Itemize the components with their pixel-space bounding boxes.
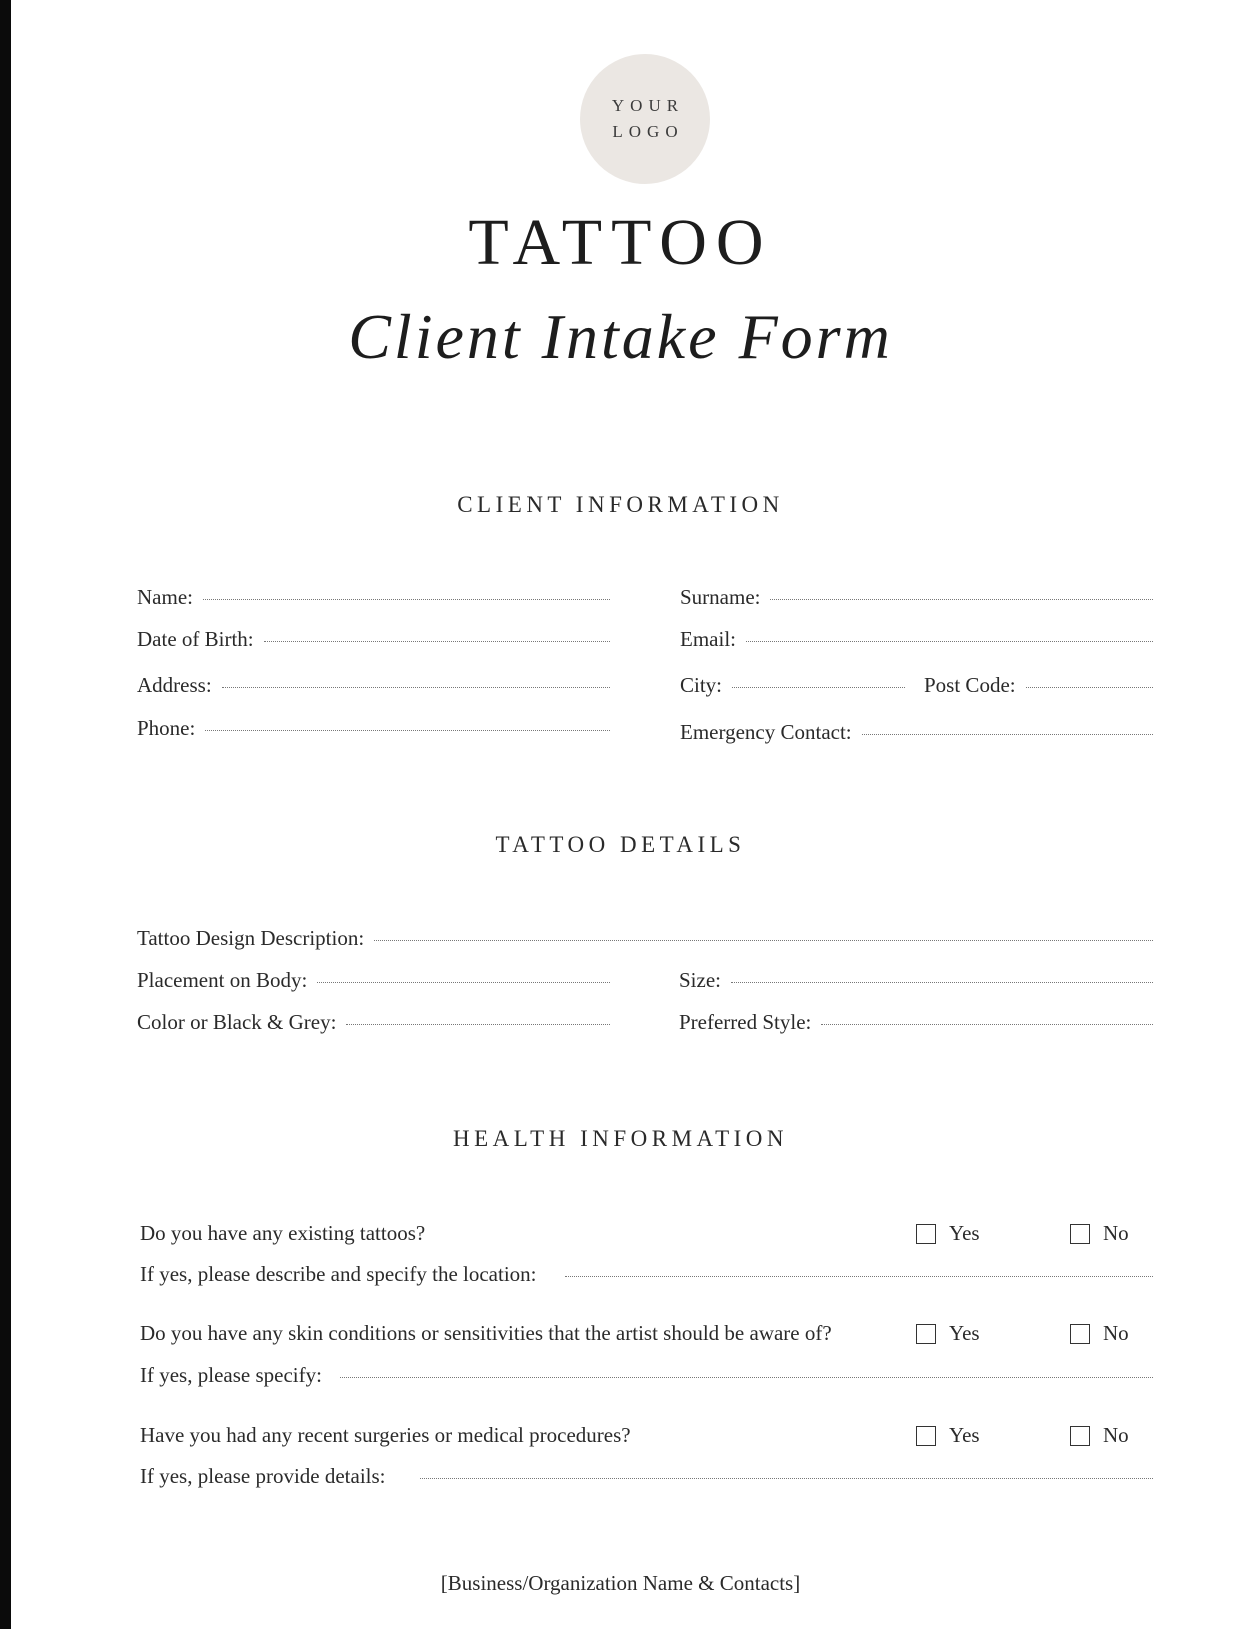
q3-followup-input-line[interactable] [420, 1478, 1154, 1479]
q2-no-checkbox[interactable] [1070, 1324, 1090, 1344]
q3-yes-checkbox[interactable] [916, 1426, 936, 1446]
phone-field[interactable] [137, 716, 610, 741]
preferred-style-label: Preferred Style: [679, 1010, 812, 1034]
q2-followup-input-line[interactable] [340, 1377, 1153, 1378]
q2-yes-label: Yes [949, 1321, 980, 1345]
question-skin-conditions: Do you have any skin conditions or sensitivities that the artist should be aware of? [140, 1321, 832, 1345]
question-recent-surgeries: Have you had any recent surgeries or medical procedures? [140, 1423, 631, 1447]
logo-line-1: YOUR [611, 96, 685, 115]
q2-yes-option[interactable] [916, 1321, 980, 1346]
address-field[interactable] [137, 673, 610, 698]
q1-no-option[interactable] [1070, 1221, 1129, 1246]
q1-followup-field[interactable] [140, 1262, 1153, 1287]
surname-label: Surname: [680, 585, 761, 609]
placement-input-line[interactable] [317, 982, 610, 983]
q1-no-label: No [1103, 1221, 1129, 1245]
size-input-line[interactable] [731, 982, 1153, 983]
form-title: TATTOO [468, 206, 773, 279]
q1-no-checkbox[interactable] [1070, 1224, 1090, 1244]
q2-followup-label: If yes, please specify: [140, 1363, 322, 1387]
q1-yes-label: Yes [949, 1221, 980, 1245]
emergency-contact-input-line[interactable] [862, 734, 1153, 735]
section-health-information: HEALTH INFORMATION [452, 1126, 789, 1151]
dob-label: Date of Birth: [137, 627, 254, 651]
logo-placeholder [580, 54, 710, 184]
color-input-line[interactable] [346, 1024, 610, 1025]
q2-followup-field[interactable] [140, 1363, 1153, 1388]
q1-yes-option[interactable] [916, 1221, 980, 1246]
name-input-line[interactable] [203, 599, 610, 600]
q2-yes-checkbox[interactable] [916, 1324, 936, 1344]
q1-yes-checkbox[interactable] [916, 1224, 936, 1244]
placement-field[interactable] [137, 968, 610, 993]
surname-input-line[interactable] [770, 599, 1153, 600]
q3-followup-field[interactable] [140, 1464, 1153, 1489]
logo-line-2: LOGO [612, 122, 684, 141]
tattoo-description-label: Tattoo Design Description: [137, 926, 365, 950]
footer-business-contacts: [Business/Organization Name & Contacts] [440, 1571, 801, 1595]
form-subtitle: Client Intake Form [348, 301, 893, 372]
size-label: Size: [679, 968, 721, 992]
city-field[interactable] [680, 673, 905, 698]
q2-no-option[interactable] [1070, 1321, 1129, 1346]
city-label: City: [680, 673, 723, 697]
tattoo-description-field[interactable] [137, 926, 1153, 951]
section-client-information: CLIENT INFORMATION [457, 492, 784, 517]
section-tattoo-details: TATTOO DETAILS [495, 832, 746, 857]
q1-followup-label: If yes, please describe and specify the location: [140, 1262, 537, 1286]
tattoo-description-input-line[interactable] [374, 940, 1153, 941]
email-field[interactable] [680, 627, 1153, 652]
q3-yes-label: Yes [949, 1423, 980, 1447]
name-field[interactable] [137, 585, 610, 610]
question-existing-tattoos: Do you have any existing tattoos? [140, 1221, 426, 1245]
preferred-style-input-line[interactable] [821, 1024, 1153, 1025]
color-field[interactable] [137, 1010, 610, 1035]
q3-no-label: No [1103, 1423, 1129, 1447]
preferred-style-field[interactable] [679, 1010, 1153, 1035]
placement-label: Placement on Body: [137, 968, 308, 992]
address-input-line[interactable] [222, 687, 610, 688]
color-label: Color or Black & Grey: [137, 1010, 337, 1034]
emergency-contact-label: Emergency Contact: [680, 720, 852, 744]
surname-field[interactable] [680, 585, 1153, 610]
post-code-input-line[interactable] [1026, 687, 1153, 688]
post-code-label: Post Code: [924, 673, 1016, 697]
dob-field[interactable] [137, 627, 610, 652]
q2-no-label: No [1103, 1321, 1129, 1345]
email-label: Email: [680, 627, 736, 651]
q1-followup-input-line[interactable] [565, 1276, 1153, 1277]
q3-yes-option[interactable] [916, 1423, 980, 1448]
q3-no-checkbox[interactable] [1070, 1426, 1090, 1446]
emergency-contact-field[interactable] [680, 720, 1153, 745]
q3-no-option[interactable] [1070, 1423, 1129, 1448]
phone-label: Phone: [137, 716, 196, 740]
size-field[interactable] [679, 968, 1153, 993]
post-code-field[interactable] [924, 673, 1153, 698]
email-input-line[interactable] [746, 641, 1153, 642]
address-label: Address: [137, 673, 212, 697]
name-label: Name: [137, 585, 193, 609]
phone-input-line[interactable] [205, 730, 610, 731]
q3-followup-label: If yes, please provide details: [140, 1464, 386, 1488]
dob-input-line[interactable] [264, 641, 610, 642]
city-input-line[interactable] [732, 687, 905, 688]
